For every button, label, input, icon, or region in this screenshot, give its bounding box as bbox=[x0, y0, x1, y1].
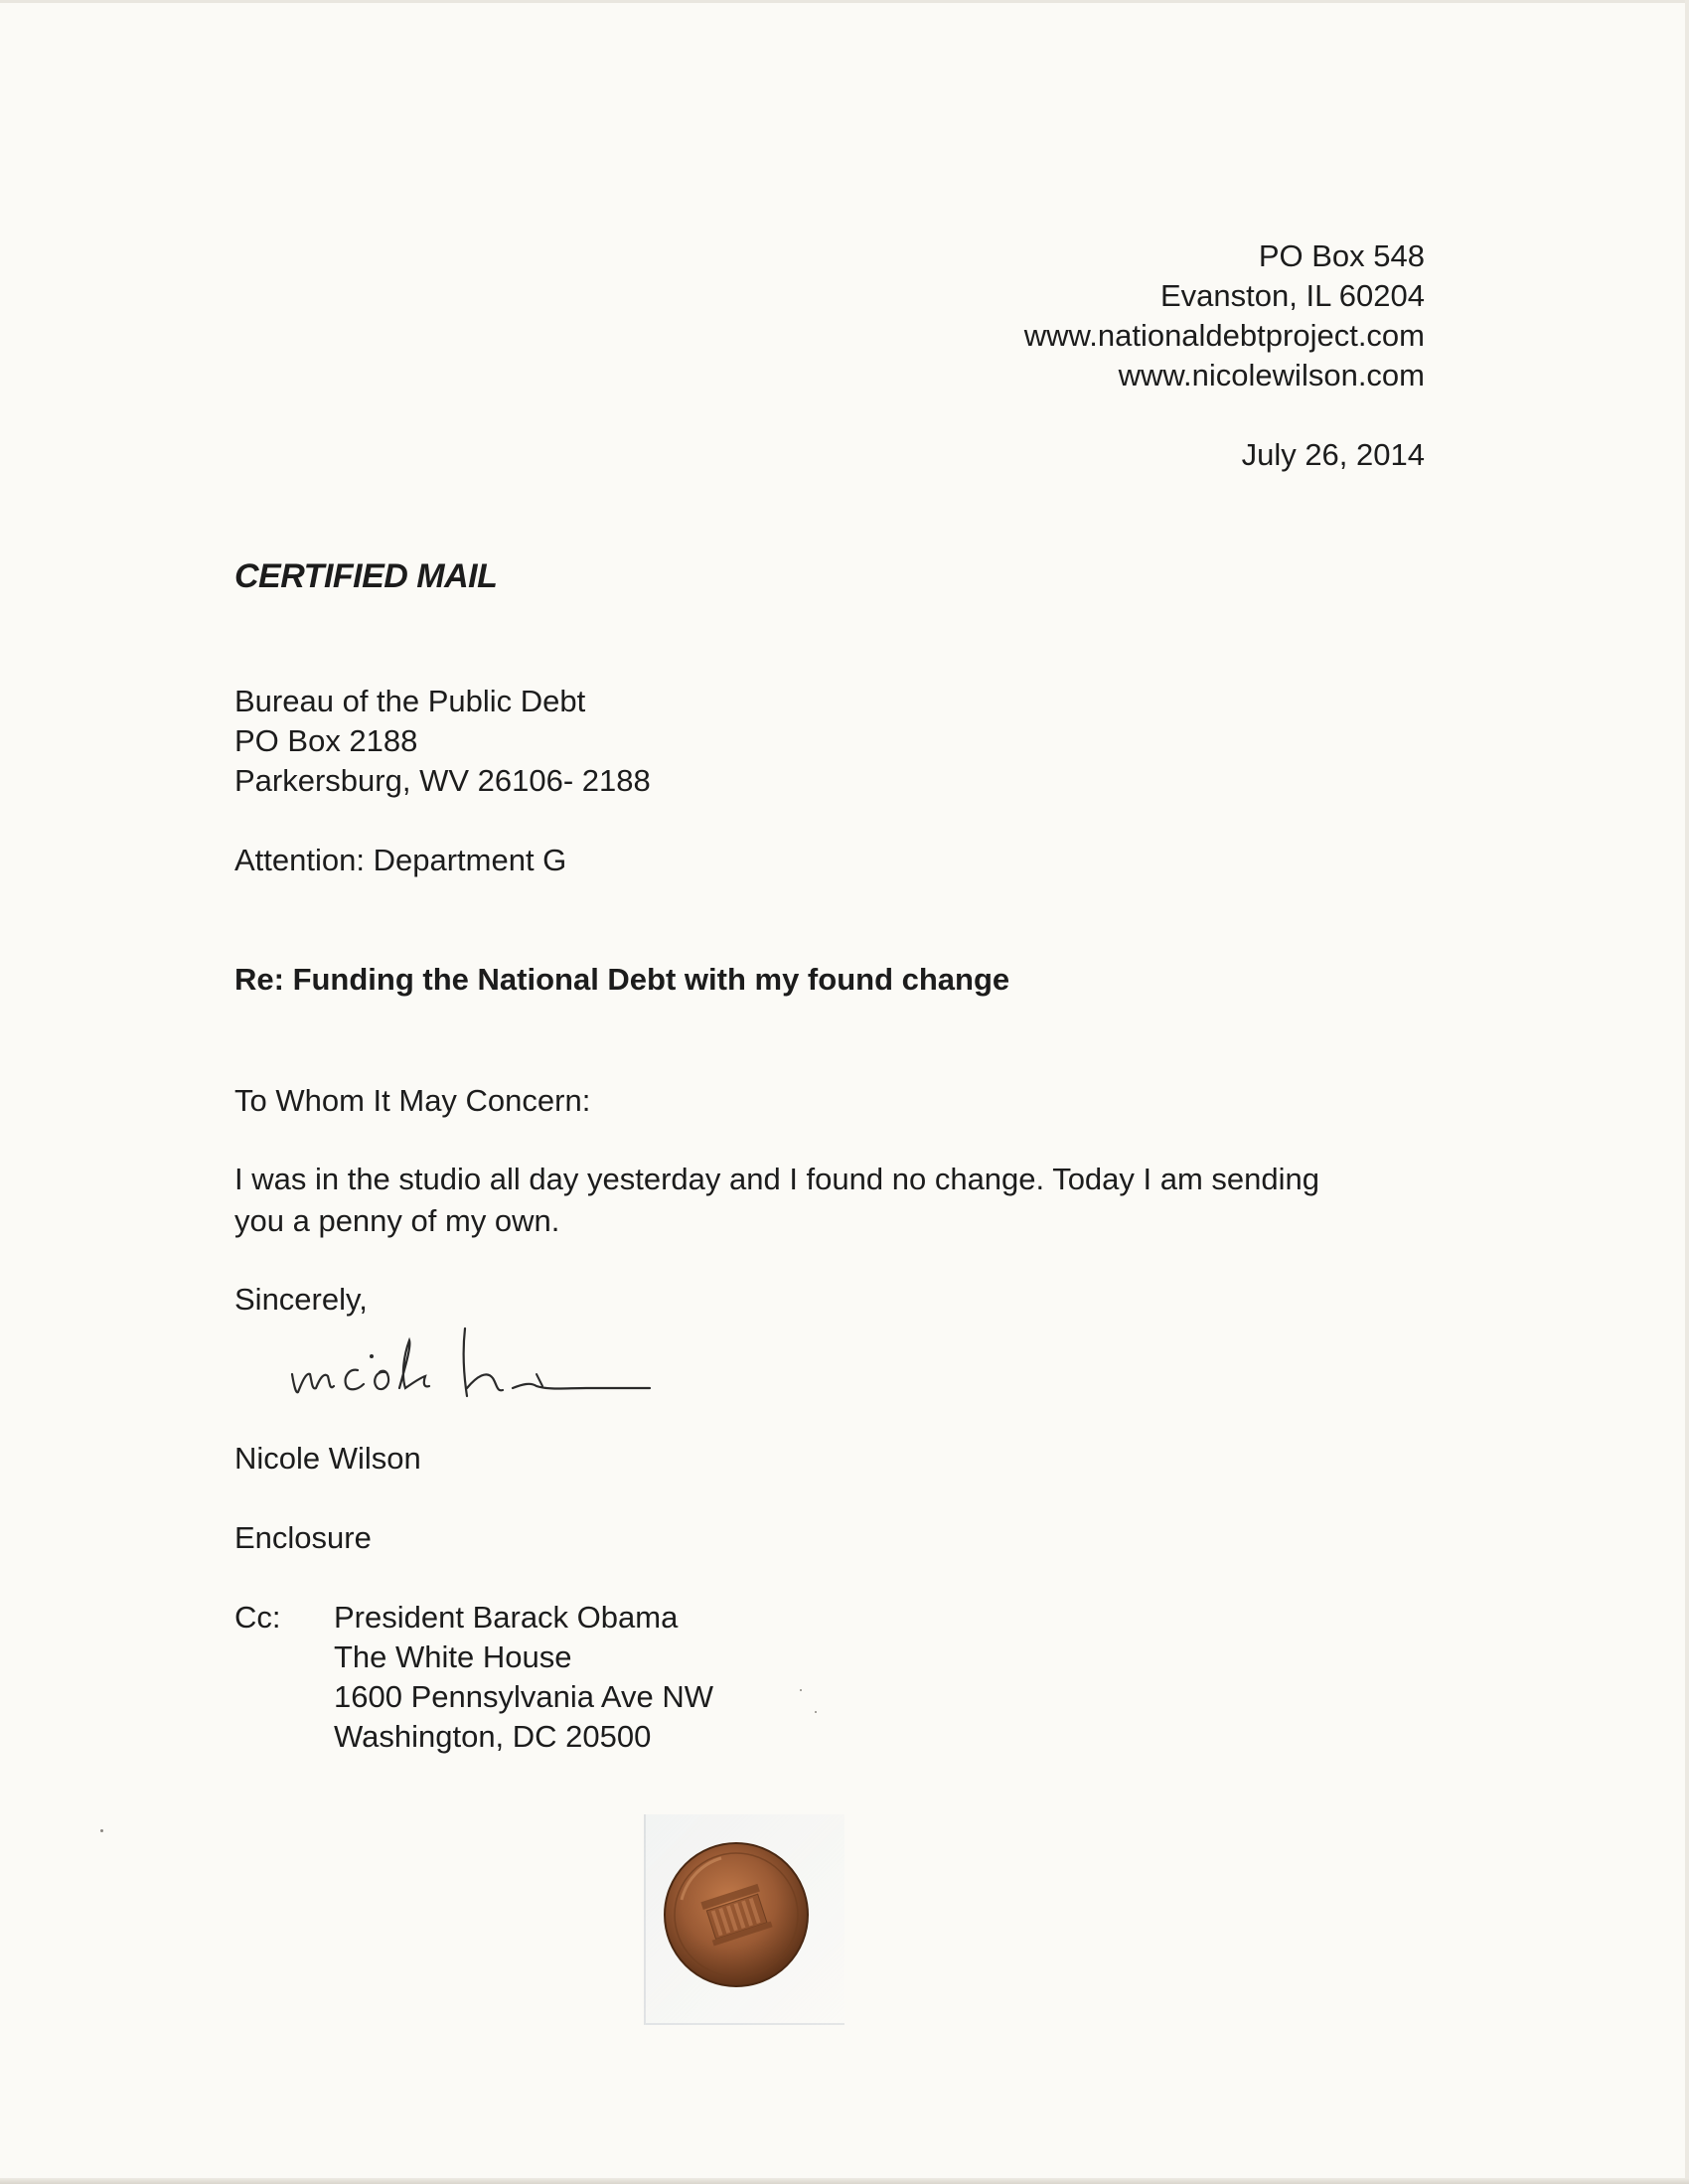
sender-line: PO Box 548 bbox=[1258, 238, 1425, 273]
letter-body bbox=[234, 1159, 1319, 1242]
closing: Sincerely, bbox=[234, 1282, 368, 1317]
handwritten-signature bbox=[288, 1326, 656, 1416]
recipient-address bbox=[234, 682, 651, 801]
body-line: you a penny of my own. bbox=[234, 1203, 560, 1238]
penny-coin-icon bbox=[662, 1840, 811, 1989]
cc-line: Washington, DC 20500 bbox=[334, 1719, 652, 1754]
sender-website-link[interactable]: www.nicolewilson.com bbox=[1118, 358, 1425, 392]
cc-label: Cc: bbox=[234, 1600, 281, 1635]
cc-line: The White House bbox=[334, 1639, 572, 1674]
subject-line: Re: Funding the National Debt with my found change bbox=[234, 962, 1010, 997]
letter-date: July 26, 2014 bbox=[1241, 437, 1425, 472]
signer-name: Nicole Wilson bbox=[234, 1441, 421, 1476]
recipient-line: Parkersburg, WV 26106- 2188 bbox=[234, 763, 651, 798]
scan-speck bbox=[100, 1829, 103, 1832]
mail-type-heading: CERTIFIED MAIL bbox=[234, 557, 498, 595]
cc-address bbox=[334, 1598, 713, 1757]
scan-edge bbox=[0, 2178, 1689, 2184]
enclosure-note: Enclosure bbox=[234, 1520, 372, 1555]
attention-line: Attention: Department G bbox=[234, 843, 567, 877]
sender-line: Evanston, IL 60204 bbox=[1160, 278, 1425, 313]
sender-website-link[interactable]: www.nationaldebtproject.com bbox=[1023, 318, 1425, 353]
scan-edge bbox=[1685, 0, 1689, 2184]
cc-line: 1600 Pennsylvania Ave NW bbox=[334, 1679, 713, 1714]
recipient-line: Bureau of the Public Debt bbox=[234, 684, 586, 718]
recipient-line: PO Box 2188 bbox=[234, 723, 418, 758]
body-line: I was in the studio all day yesterday and I found no change. Today I am sending bbox=[234, 1162, 1320, 1196]
sender-address bbox=[1024, 236, 1425, 395]
salutation: To Whom It May Concern: bbox=[234, 1083, 591, 1118]
scan-edge bbox=[0, 0, 1689, 3]
scan-speck bbox=[800, 1689, 802, 1691]
cc-line: President Barack Obama bbox=[334, 1600, 679, 1635]
scan-speck bbox=[815, 1711, 817, 1713]
